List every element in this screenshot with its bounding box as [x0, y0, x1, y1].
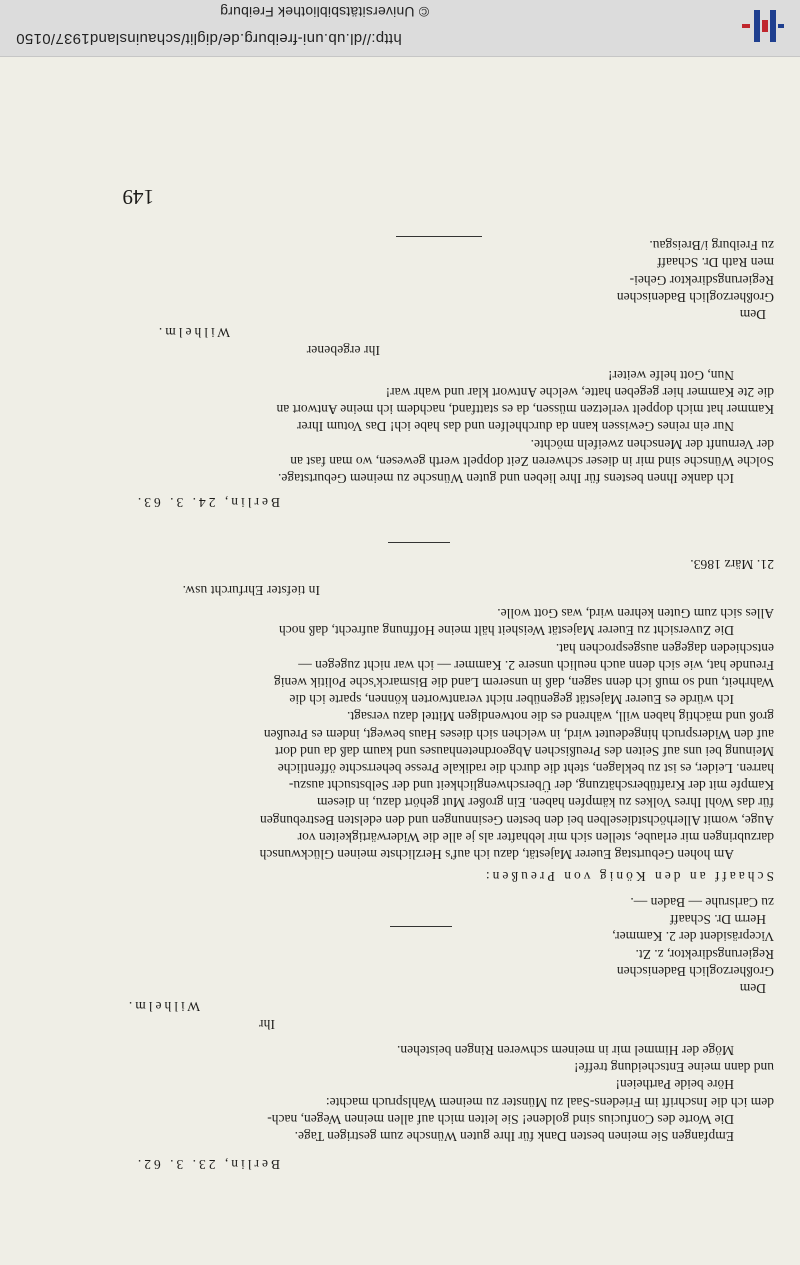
address-line: Großherzoglich Badenischen	[616, 963, 774, 979]
separator-line	[388, 542, 450, 543]
address-line: Dem	[739, 307, 766, 322]
address-line: Vicepräsident der 2. Kammer,	[612, 929, 774, 945]
address-line: zu Freiburg i/Breisgau.	[649, 238, 774, 254]
letter2-line: darzubringen mir erlaube, stellen sich mir lebhafter als je alle die Widerwärtigkeiten vor	[297, 829, 774, 845]
letter3-body	[14, 367, 774, 487]
address-line: Regierungsdirektor Gehei-	[629, 272, 774, 288]
letter1-body	[14, 1042, 774, 1145]
letter2-line: Ich würde es Euerer Majestät gegenüber nicht verantworten können, sparte ich die	[289, 692, 734, 708]
letter3-line: die 2te Kammer hier gegeben hatte, welche Antwort klar und wahr war!	[385, 384, 774, 400]
letter1-line: Möge der Himmel mir in meinem schweren Ringen beistehen.	[396, 1042, 734, 1058]
letter2-date: 21. März 1863.	[690, 557, 774, 572]
letter2-heading: Schaaff an den König von Preußen:	[482, 869, 774, 884]
address-line: men Rath Dr. Schaaff	[657, 255, 774, 271]
copyright-notice: © Universitätsbibliothek Freiburg	[220, 4, 430, 20]
letter1-dateline: Berlin, 23. 3. 62.	[134, 1157, 280, 1172]
address-line: Regierungsdirektor, z. Zt.	[635, 946, 774, 962]
letter2-closing: In tiefster Ehrfurcht usw.	[182, 583, 320, 598]
letter2-body	[14, 605, 774, 863]
letter1-signature: Wilhelm.	[125, 999, 200, 1014]
letter1-line: Empfangen Sie meinen besten Dank für Ihre guten Wünsche zum gestrigen Tage.	[294, 1129, 734, 1144]
letter3-line: Nun, Gott helfe weiter!	[608, 367, 734, 383]
letter2-line: Am hohen Geburtstag Euerer Majestät, dazu ich auf's Herzlichste meinen Glückwunsch	[259, 847, 734, 862]
page-number: 149	[122, 185, 154, 209]
letter2-line: Freunde hat, wie sich denn auch neulich unsere 2. Kammer — ich war nicht zugegen —	[298, 657, 774, 673]
letter3-line: Nur ein reines Gewissen kann da durchhelfen und das habe ich! Das Votum Ihrer	[297, 419, 734, 435]
address-line: zu Carlsruhe — Baden —.	[630, 894, 774, 910]
letter1-address	[14, 894, 774, 997]
letter2-line: groß und mächtig haben will, während es die notwendigen Mittel dazu versagt.	[346, 709, 774, 725]
permalink-url[interactable]: http://dl.ub.uni-freiburg.de/diglit/schauinsland1937/0150	[16, 30, 402, 47]
letter2-line: entschieden dagegen ausgesprochen hat.	[555, 640, 774, 656]
scanned-page	[0, 56, 800, 1265]
letter2-line: für das Wohl Ihres Volkes zu kämpfen haben. Ein großer Mut gehört dazu, in diesem	[316, 795, 774, 811]
library-logo-icon	[740, 6, 786, 46]
address-line: Herrn Dr. Schaaff	[669, 912, 766, 928]
letter2-line: Kampfe mit der Kraftüberschätzung, der Überschwenglichkeit und der Selbstsucht auszu-	[288, 778, 774, 794]
letter2-line: Alles sich zum Guten kehren wird, was Gott wolle.	[497, 606, 774, 622]
viewer-header	[0, 0, 800, 57]
letter2-line: Wahrheit, und so muß ich denn sagen, daß in unserem Land die Bismarck'sche Politik wenig	[274, 674, 774, 690]
letter1-line: und dann meine Entscheidung treffe!	[574, 1060, 774, 1076]
letter3-line: Kammer hat mich doppelt verletzen müssen, da es stattfand, nachdem ich meine Antwort an	[276, 402, 774, 418]
letter3-line: Ich danke Ihnen bestens für Ihre lieben und guten Wünsche zu meinem Geburtstage.	[278, 471, 734, 486]
letter2-line: auf den Widerspruch hingedeutet wird, in welchen sich dieses Haus bewegt, indem es Preußen	[263, 726, 774, 742]
letter3-line: der Vernunft der Menschen zweifeln möchte.	[530, 436, 774, 452]
address-line: Dem	[739, 981, 766, 996]
letter3-dateline: Berlin, 24. 3. 63.	[134, 495, 280, 510]
separator-line	[390, 926, 452, 927]
letter1-line: dem ich die Inschrift im Friedens-Saal zu Münster zu meinem Wahlspruch machte:	[325, 1094, 774, 1110]
letter2-line: Auge, womit Allerhöchstdieselben bei den besten Gesinnungen und den edelsten Bestrebungen	[259, 812, 774, 828]
letter1-closing: Ihr	[258, 1017, 275, 1032]
address-line: Großherzoglich Badenischen	[616, 289, 774, 305]
separator-line	[396, 236, 482, 237]
letter3-closing: Ihr ergebener	[306, 343, 380, 358]
letter3-line: Solche Wünsche sind mir in dieser schweren Zeit doppelt werth gewesen, wo man fast an	[290, 453, 774, 469]
letter2-line: Meinung bei uns auf Seiten des Preußischen Abgeordnetenhauses und kaum daß da und dort	[274, 743, 774, 759]
letter1-line: Höre beide Partheien!	[615, 1077, 734, 1093]
letter3-address	[14, 237, 774, 323]
letter2-line: Die Zuversicht zu Euerer Majestät Weisheit hält meine Hoffnung aufrecht, daß noch	[278, 623, 734, 639]
letter2-line: harren. Leider, es ist zu beklagen, steht die durch die radikale Presse beherrschte öffentliche	[277, 760, 774, 776]
letter1-line: Die Worte des Confucius sind goldene! Sie leiten mich auf allen meinen Wegen, nach-	[267, 1111, 734, 1127]
letter3-signature: Wilhelm.	[155, 325, 230, 340]
